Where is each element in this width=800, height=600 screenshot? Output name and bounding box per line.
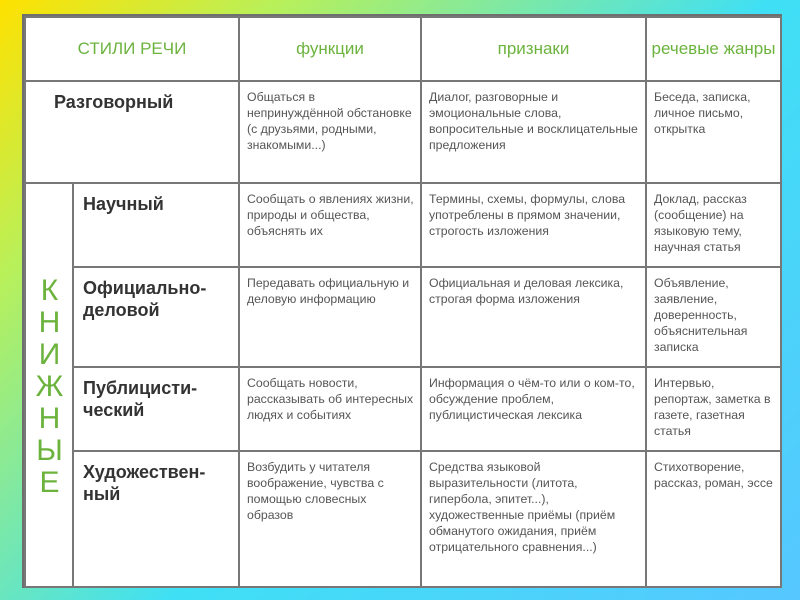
function-cell: Возбудить у читателя воображение, чувства с помощью словесных образов [238,450,422,588]
features-cell: Термины, схемы, формулы, слова употреблены в прямом значении, строгость изложения [420,182,647,268]
style-journalistic: Публицисти-ческий [72,366,240,452]
style-scientific: Научный [72,182,240,268]
style-artistic: Художествен-ный [72,450,240,588]
genres-cell: Объявление, заявление, доверенность, объяснительная записка [645,266,782,368]
features-cell: Информация о чём-то или о ком-то, обсуждение проблем, публицистическая лексика [420,366,647,452]
book-label-letter: Е [39,465,60,499]
book-label-letter: И [38,337,61,371]
function-cell: Сообщать о явлениях жизни, природы и общества, объяснять их [238,182,422,268]
book-label-letter: Н [38,305,61,339]
header-functions: функции [238,16,422,82]
book-label-letter: К [40,273,59,307]
style-conversational: Разговорный [24,80,240,184]
features-cell: Диалог, разговорные и эмоциональные слова, вопросительные и восклицательные предложения [420,80,647,184]
speech-styles-table [22,14,782,588]
function-cell: Сообщать новости, рассказывать об интересных людях и событиях [238,366,422,452]
header-styles: СТИЛИ РЕЧИ [24,16,240,82]
book-label-letter: Ж [35,369,64,403]
book-label-letter: Н [38,401,61,435]
book-styles-vertical-label [24,182,74,588]
header-features: признаки [420,16,647,82]
features-cell: Средства языковой выразительности (литота, гипербола, эпитет...), художественные приёмы (приём обманутого ожидания, приём отрицательного сравнения...) [420,450,647,588]
genres-cell: Беседа, записка, личное письмо, открытка [645,80,782,184]
features-cell: Официальная и деловая лексика, строгая форма изложения [420,266,647,368]
book-label-letter: Ы [36,433,63,467]
function-cell: Передавать официальную и деловую информацию [238,266,422,368]
style-official-business: Официально-деловой [72,266,240,368]
genres-cell: Стихотворение, рассказ, роман, эссе [645,450,782,588]
genres-cell: Интервью, репортаж, заметка в газете, газетная статья [645,366,782,452]
header-genres: речевые жанры [645,16,782,82]
function-cell: Общаться в непринуждённой обстановке (с друзьями, родными, знакомыми...) [238,80,422,184]
genres-cell: Доклад, рассказ (сообщение) на языковую тему, научная статья [645,182,782,268]
